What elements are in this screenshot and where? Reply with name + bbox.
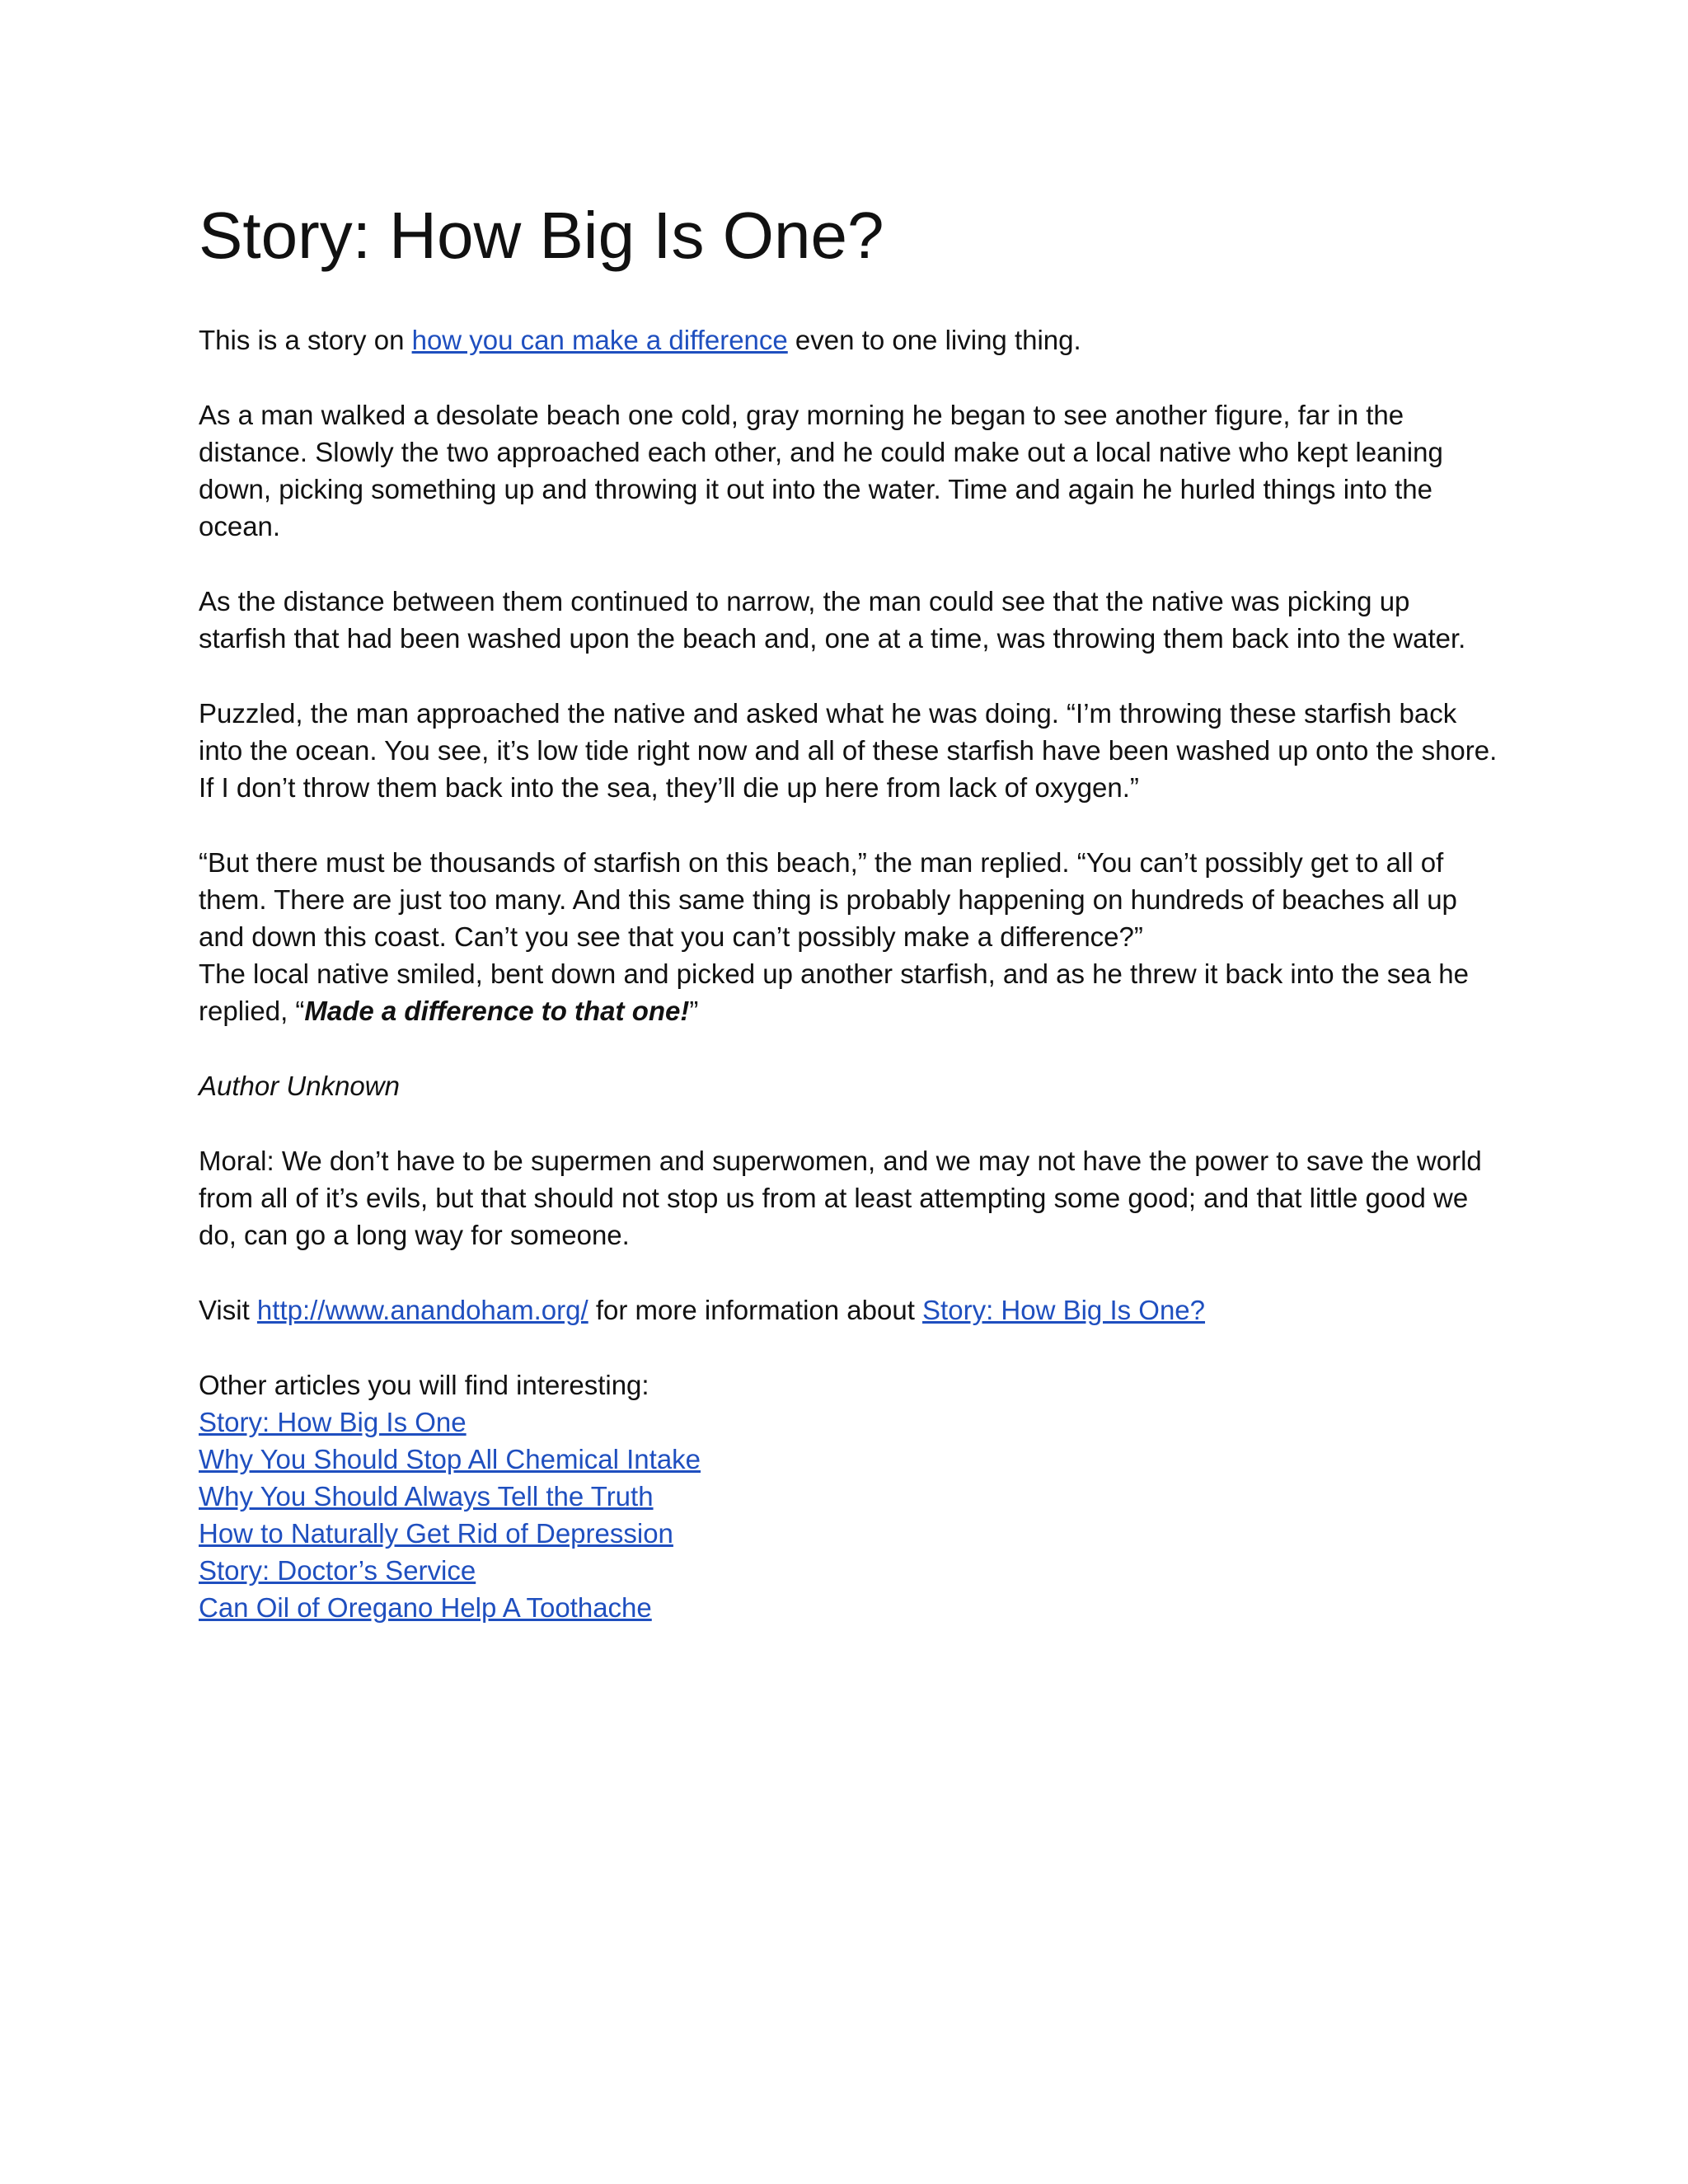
visit-text-before: Visit — [199, 1295, 257, 1325]
list-item — [199, 1552, 1501, 1589]
article-link-4[interactable]: How to Naturally Get Rid of Depression — [199, 1518, 673, 1549]
visit-text-middle: for more information about — [588, 1295, 923, 1325]
moral-paragraph: Moral: We don’t have to be supermen and superwomen, and we may not have the power to save the world from all of it’s evils, but that should not stop us from at least attempting some good; and that little good we do, can go a long way for someone. — [199, 1146, 1482, 1250]
other-articles-list — [199, 1404, 1501, 1626]
final-text-before: The local native smiled, bent down and picked up another starfish, and as he threw it back into the sea he replied, “ — [199, 958, 1469, 1026]
story-paragraph-2: As the distance between them continued to narrow, the man could see that the native was picking up starfish that had been washed upon the beach and, one at a time, was throwing them back into the water. — [199, 586, 1466, 654]
page-title: Story: How Big Is One? — [199, 199, 884, 272]
intro-text-after: even to one living thing. — [787, 325, 1081, 355]
story-paragraph-3: Puzzled, the man approached the native and asked what he was doing. “I’m throwing these starfish back into the ocean. You see, it’s low tide right now and all of these starfish have been washed up onto the shore. If I don’t throw them back into the sea, they’ll die up here from lack of oxygen.” — [199, 698, 1498, 803]
list-item — [199, 1515, 1501, 1552]
article-link-1[interactable]: Story: How Big Is One — [199, 1407, 467, 1437]
document-content — [199, 196, 1501, 1626]
difference-link[interactable]: how you can make a difference — [411, 325, 788, 355]
list-item — [199, 1478, 1501, 1515]
other-articles-heading: Other articles you will find interesting: — [199, 1370, 649, 1400]
list-item — [199, 1441, 1501, 1478]
article-link-2[interactable]: Why You Should Stop All Chemical Intake — [199, 1444, 701, 1474]
final-emphasis: Made a difference to that one! — [304, 996, 690, 1026]
story-paragraph-1: As a man walked a desolate beach one cold, gray morning he began to see another figure, far in the distance. Slowly the two approached each other, and he could make out a local native who kept leaning down, picking something up and throwing it out into the water. Time and again he hurled things into the ocean. — [199, 400, 1443, 541]
list-item — [199, 1404, 1501, 1441]
article-link-6[interactable]: Can Oil of Oregano Help A Toothache — [199, 1592, 652, 1623]
list-item — [199, 1589, 1501, 1626]
article-link-5[interactable]: Story: Doctor’s Service — [199, 1555, 476, 1586]
story-paragraph-4: “But there must be thousands of starfish on this beach,” the man replied. “You can’t possibly get to all of them. There are just too many. And this same thing is probably happening on hundreds of beaches all up and down this coast. Can’t you see that you can’t possibly make a difference?” — [199, 847, 1457, 952]
author-credit: Author Unknown — [199, 1071, 400, 1101]
article-link-3[interactable]: Why You Should Always Tell the Truth — [199, 1481, 654, 1511]
website-link[interactable]: http://www.anandoham.org/ — [256, 1295, 588, 1325]
intro-text-before: This is a story on — [199, 325, 412, 355]
final-text-after: ” — [689, 996, 699, 1026]
other-articles-section — [199, 1366, 1501, 1626]
intro-paragraph — [199, 321, 1501, 359]
story-final-paragraph — [199, 955, 1501, 1029]
story-title-link[interactable]: Story: How Big Is One? — [922, 1295, 1206, 1325]
visit-paragraph — [199, 1291, 1501, 1329]
